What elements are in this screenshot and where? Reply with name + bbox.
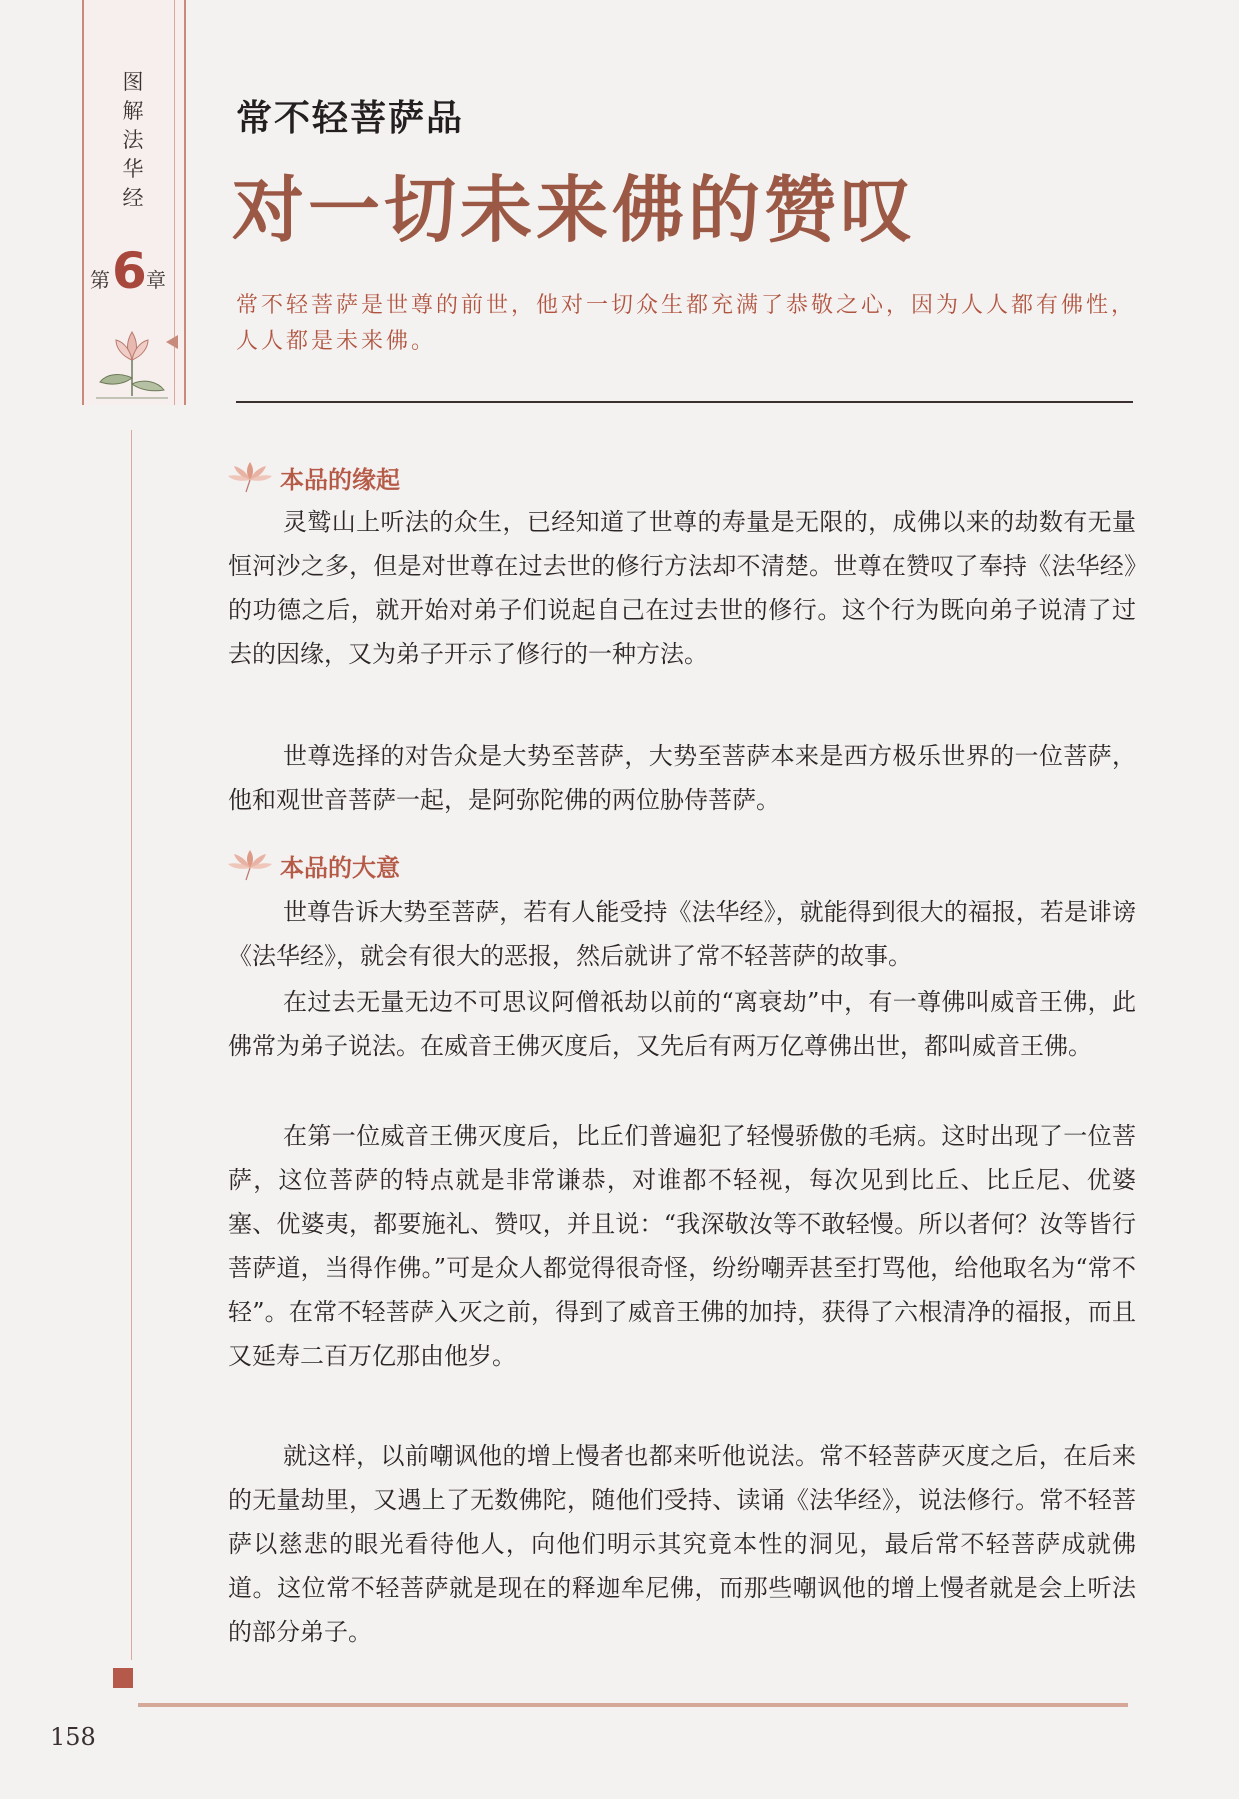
chapter-label: [90, 242, 170, 310]
intro-text: 常不轻菩萨是世尊的前世，他对一切众生都充满了恭敬之心，因为人人都有佛性，人人都是未来佛。: [236, 293, 1137, 354]
page-title: 对一切未来佛的赞叹: [232, 167, 917, 252]
lotus-icon: [226, 846, 276, 882]
page-number: 158: [50, 1723, 96, 1751]
section-heading-label: 本品的大意: [280, 854, 400, 882]
book-title-char: 法: [122, 128, 144, 152]
book-title-char: 解: [122, 99, 144, 123]
book-title-char: 经: [122, 186, 144, 210]
strip-marker-triangle: [166, 335, 178, 349]
chapter-suffix: 章: [146, 268, 166, 292]
book-title-char: 华: [122, 157, 144, 181]
lotus-icon: [226, 458, 276, 494]
paragraph: 世尊选择的对告众是大势至菩萨，大势至菩萨本来是西方极乐世界的一位菩萨，他和观世音菩萨一起，是阿弥陀佛的两位胁侍菩萨。: [228, 742, 1136, 814]
section-heading-label: 本品的缘起: [280, 466, 400, 494]
chapter-prefix: 第: [90, 268, 110, 292]
book-title-char: 图: [122, 70, 144, 94]
paragraph: 在第一位威音王佛灭度后，比丘们普遍犯了轻慢骄傲的毛病。这时出现了一位菩萨，这位菩萨的特点就是非常谦恭，对谁都不轻视，每次见到比丘、比丘尼、优婆塞、优婆夷，都要施礼、赞叹，并且说：“我深敬汝等不敢轻慢。所以者何？汝等皆行菩萨道，当得作佛。”可是众人都觉得很奇怪，纷纷嘲弄甚至打骂他，给他取名为“常不轻”。在常不轻菩萨入灭之前，得到了威音王佛的加持，获得了六根清净的福报，而且又延寿二百万亿那由他岁。: [228, 1122, 1136, 1370]
intro-divider: [236, 401, 1133, 403]
margin-rule: [131, 430, 132, 1660]
bottom-rule: [138, 1703, 1128, 1707]
book-title-vertical: [118, 68, 148, 213]
paragraph: 灵鹫山上听法的众生，已经知道了世尊的寿量是无限的，成佛以来的劫数有无量恒河沙之多，但是对世尊在过去世的修行方法却不清楚。世尊在赞叹了奉持《法华经》的功德之后，就开始对弟子们说起自己在过去世的修行。这个行为既向弟子说清了过去的因缘，又为弟子开示了修行的一种方法。: [228, 508, 1136, 668]
chapter-subtitle: 常不轻菩萨品: [236, 97, 465, 139]
chapter-number: 6: [112, 242, 147, 300]
paragraph: 就这样，以前嘲讽他的增上慢者也都来听他说法。常不轻菩萨灭度之后，在后来的无量劫里，又遇上了无数佛陀，随他们受持、读诵《法华经》，说法修行。常不轻菩萨以慈悲的眼光看待他人，向他们明示其究竟本性的洞见，最后常不轻菩萨成就佛道。这位常不轻菩萨就是现在的释迦牟尼佛，而那些嘲讽他的增上慢者就是会上听法的部分弟子。: [228, 1442, 1136, 1646]
paragraph: 在过去无量无边不可思议阿僧祇劫以前的“离衰劫”中，有一尊佛叫威音王佛，此佛常为弟子说法。在威音王佛灭度后，又先后有两万亿尊佛出世，都叫威音王佛。: [228, 988, 1136, 1060]
paragraph: 世尊告诉大势至菩萨，若有人能受持《法华经》，就能得到很大的福报，若是诽谤《法华经》，就会有很大的恶报，然后就讲了常不轻菩萨的故事。: [228, 898, 1136, 970]
lotus-illustration: [86, 312, 178, 404]
corner-square-mark: [113, 1668, 133, 1688]
